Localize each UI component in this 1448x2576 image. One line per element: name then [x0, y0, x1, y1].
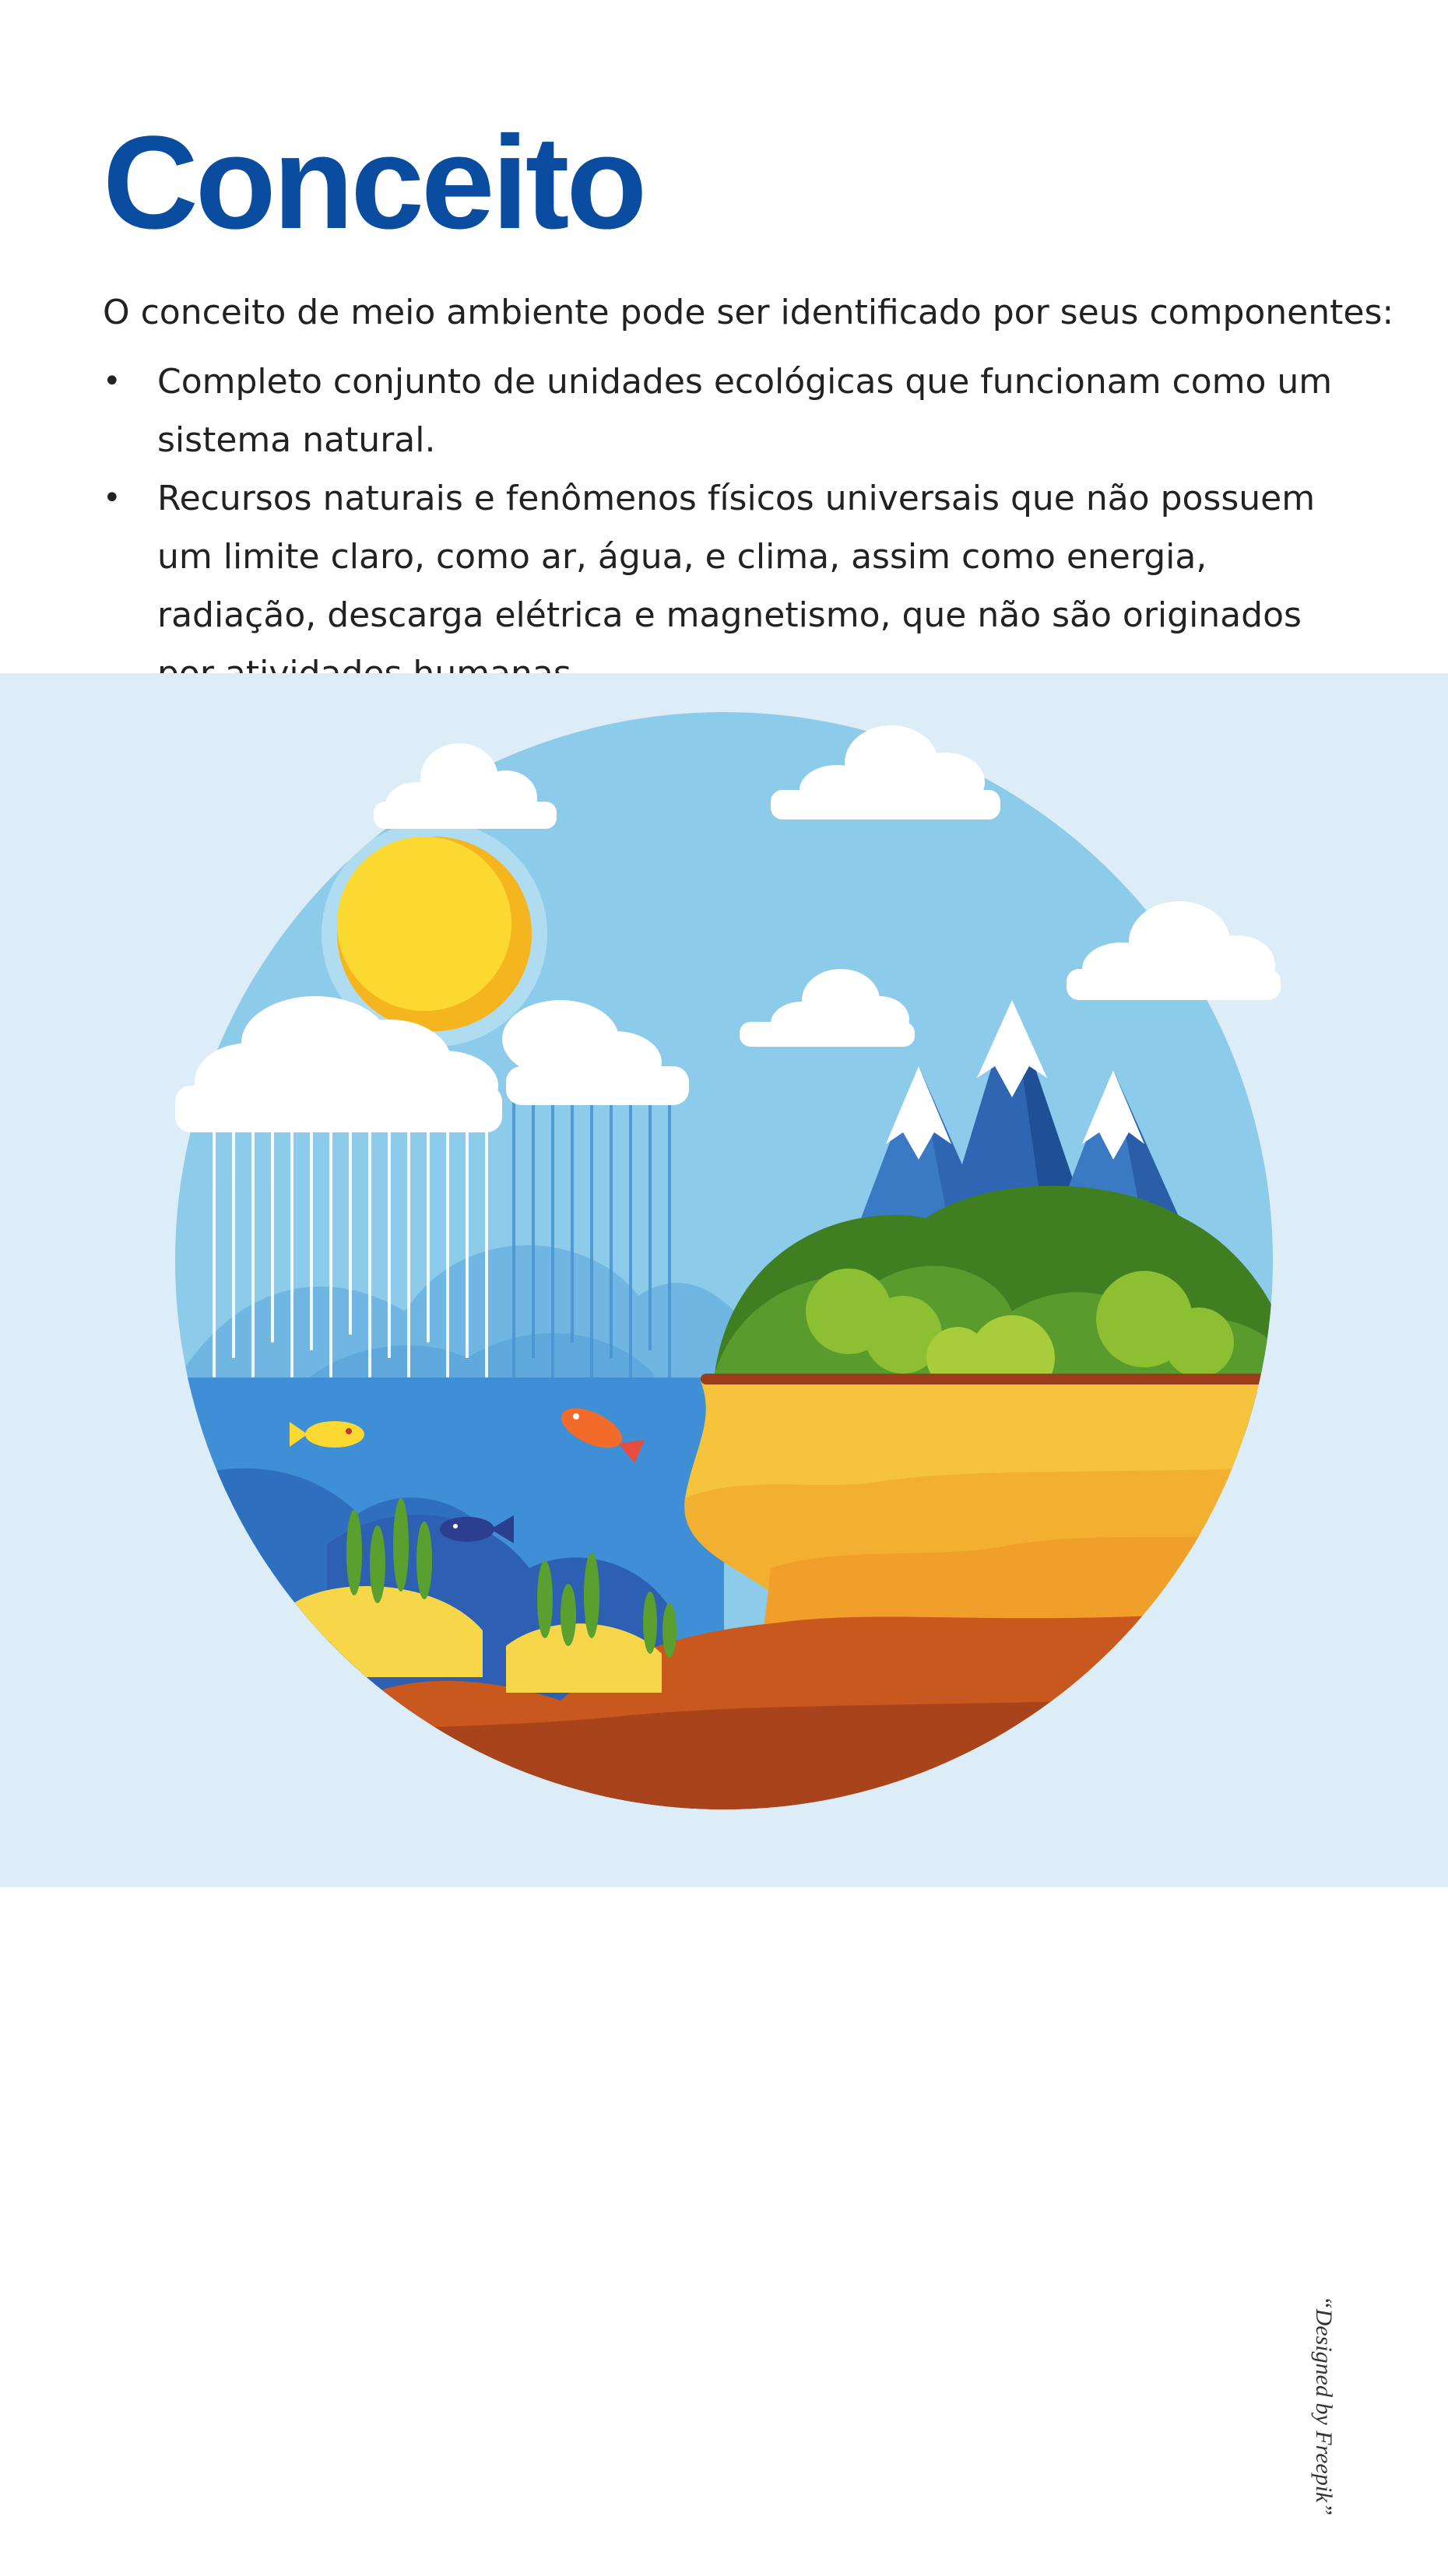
bullet-item [103, 353, 1364, 469]
bullet-marker: • [103, 480, 121, 516]
globe [156, 704, 1296, 1825]
bullet-item [103, 469, 1364, 703]
environment-illustration [0, 673, 1448, 2516]
bullet-text: Completo conjunto de unidades ecológicas que funcionam como um sistema natural. [157, 362, 1333, 460]
bullet-marker: • [103, 363, 121, 399]
ecosystem-globe-image [0, 673, 1448, 1887]
image-credit: “Designed by Freepik” [1311, 2296, 1337, 2516]
page-title: Conceito [103, 109, 645, 257]
bullet-list [103, 353, 1364, 703]
intro-text: O conceito de meio ambiente pode ser identificado por seus componentes: [103, 293, 1394, 332]
bullet-text: Recursos naturais e fenômenos físicos universais que não possuem um limite claro, como ar, água, e clima, assim como energia, radiação, descarga elétrica e magnetismo, que não são originados [157, 479, 1316, 635]
